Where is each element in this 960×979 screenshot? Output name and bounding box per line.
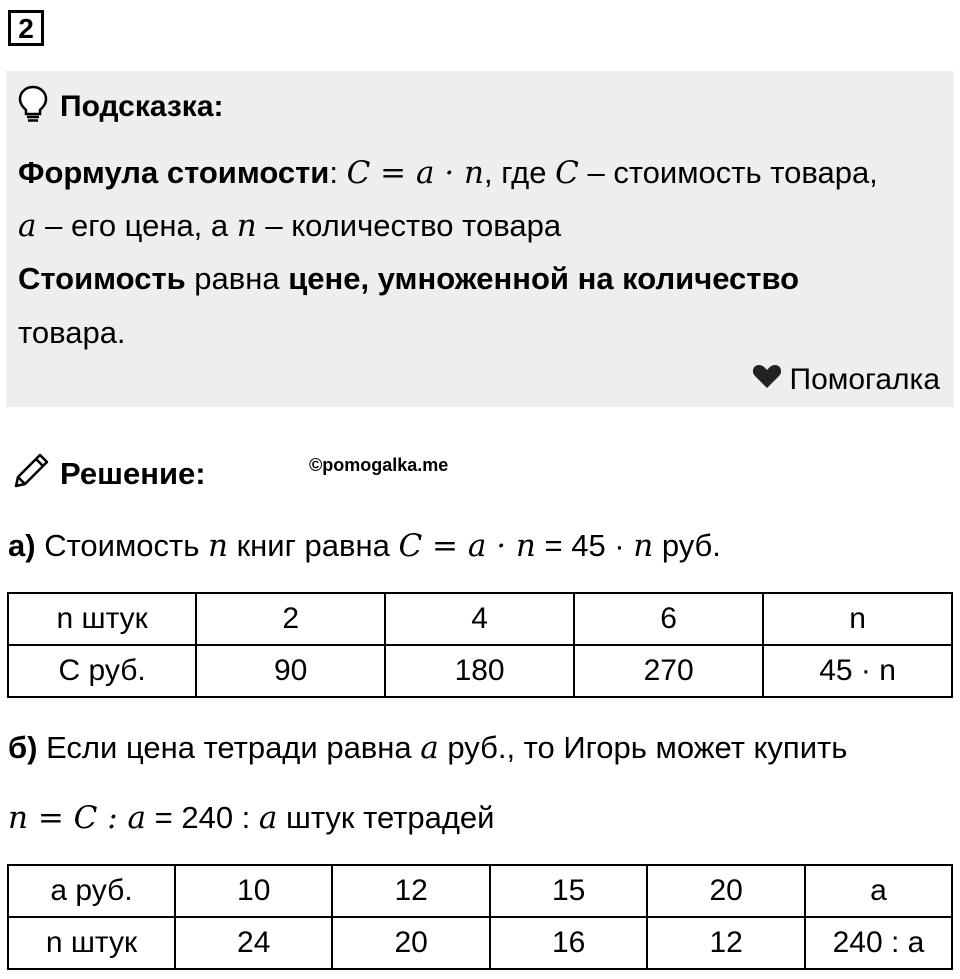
hint-title: Подсказка: [60, 89, 224, 123]
rule-bold-2: цене, умноженной на количество [288, 261, 800, 296]
hint-definition-line [18, 200, 943, 252]
part-b-formula: n = C : a [8, 800, 147, 836]
part-b-line2-tail: штук тетрадей [277, 800, 495, 835]
rule-mid: равна [185, 261, 289, 296]
table-cell: 15 [490, 865, 647, 917]
var-a: a [18, 208, 37, 244]
part-a-text-1: Стоимость [35, 528, 209, 563]
problem-number: 2 [8, 10, 44, 46]
heart-icon [752, 363, 790, 397]
part-b-text-2: руб., то Игорь может купить [438, 730, 848, 765]
brand [752, 363, 941, 397]
part-b-line2-mid: = 240 : [146, 800, 259, 835]
line2-tail: – количество товара [256, 208, 562, 243]
part-a-line [8, 528, 721, 564]
table-cell: 4 [385, 593, 574, 645]
table-cell: 240 : a [805, 917, 952, 969]
table-cell: 10 [175, 865, 332, 917]
brand-name: Помогалка [789, 363, 940, 396]
part-a-label: а) [8, 528, 36, 563]
table-row [8, 865, 952, 917]
table-cell: n штук [8, 917, 175, 969]
table-cell: n штук [8, 593, 196, 645]
table-cell: 20 [332, 917, 489, 969]
table-cell: 2 [196, 593, 385, 645]
table-row [8, 645, 952, 697]
formula: C = a · n [346, 155, 485, 191]
table-cell: 90 [196, 645, 385, 697]
part-b-formula-line [8, 800, 494, 836]
pencil-icon [10, 450, 52, 497]
table-cell: a руб. [8, 865, 175, 917]
solution-header [10, 450, 206, 497]
table-cell: a [805, 865, 952, 917]
table-cell: 16 [490, 917, 647, 969]
rule-bold-1: Стоимость [18, 261, 186, 296]
table-a [7, 592, 953, 698]
formula-sep: : [329, 155, 347, 190]
part-b-var-a2: a [258, 800, 278, 836]
formula-tail-2: – стоимость товара, [578, 155, 878, 190]
watermark: ©pomogalka.me [309, 455, 449, 475]
var-n: n [236, 208, 257, 244]
part-a-text-2: книг равна [227, 528, 399, 563]
table-cell: C руб. [8, 645, 196, 697]
solution-title: Решение: [60, 455, 206, 491]
hint-header [18, 85, 224, 128]
part-b-label: б) [8, 730, 38, 765]
table-cell: 12 [647, 917, 804, 969]
part-b-line [8, 730, 847, 766]
table-cell: 180 [385, 645, 574, 697]
formula-label: Формула стоимости [18, 155, 330, 190]
var-c: C [555, 155, 579, 191]
part-b-text-1: Если цена тетради равна [37, 730, 421, 765]
hint-box [6, 71, 954, 407]
table-cell: n [763, 593, 952, 645]
part-b-var-a: a [420, 730, 439, 766]
table-row [8, 593, 952, 645]
part-a-text-3: = 45 · [535, 528, 634, 563]
formula-tail-1: , где [484, 155, 556, 190]
table-row [8, 917, 952, 969]
part-a-formula: C = a · n [398, 528, 536, 564]
table-cell: 6 [574, 593, 763, 645]
table-cell: 24 [175, 917, 332, 969]
table-b [7, 864, 953, 970]
lightbulb-icon [18, 85, 48, 128]
hint-rule-line [18, 253, 943, 305]
part-a-var-n2: n [633, 528, 654, 564]
table-cell: 20 [647, 865, 804, 917]
table-cell: 270 [574, 645, 763, 697]
hint-rule-tail: товара. [18, 315, 126, 350]
table-cell: 12 [332, 865, 489, 917]
part-a-var-n: n [208, 528, 228, 564]
part-a-text-4: руб. [653, 528, 721, 563]
hint-formula-line [18, 147, 943, 199]
line2-mid: – его цена, а [36, 208, 237, 243]
table-cell: 45 · n [763, 645, 952, 697]
